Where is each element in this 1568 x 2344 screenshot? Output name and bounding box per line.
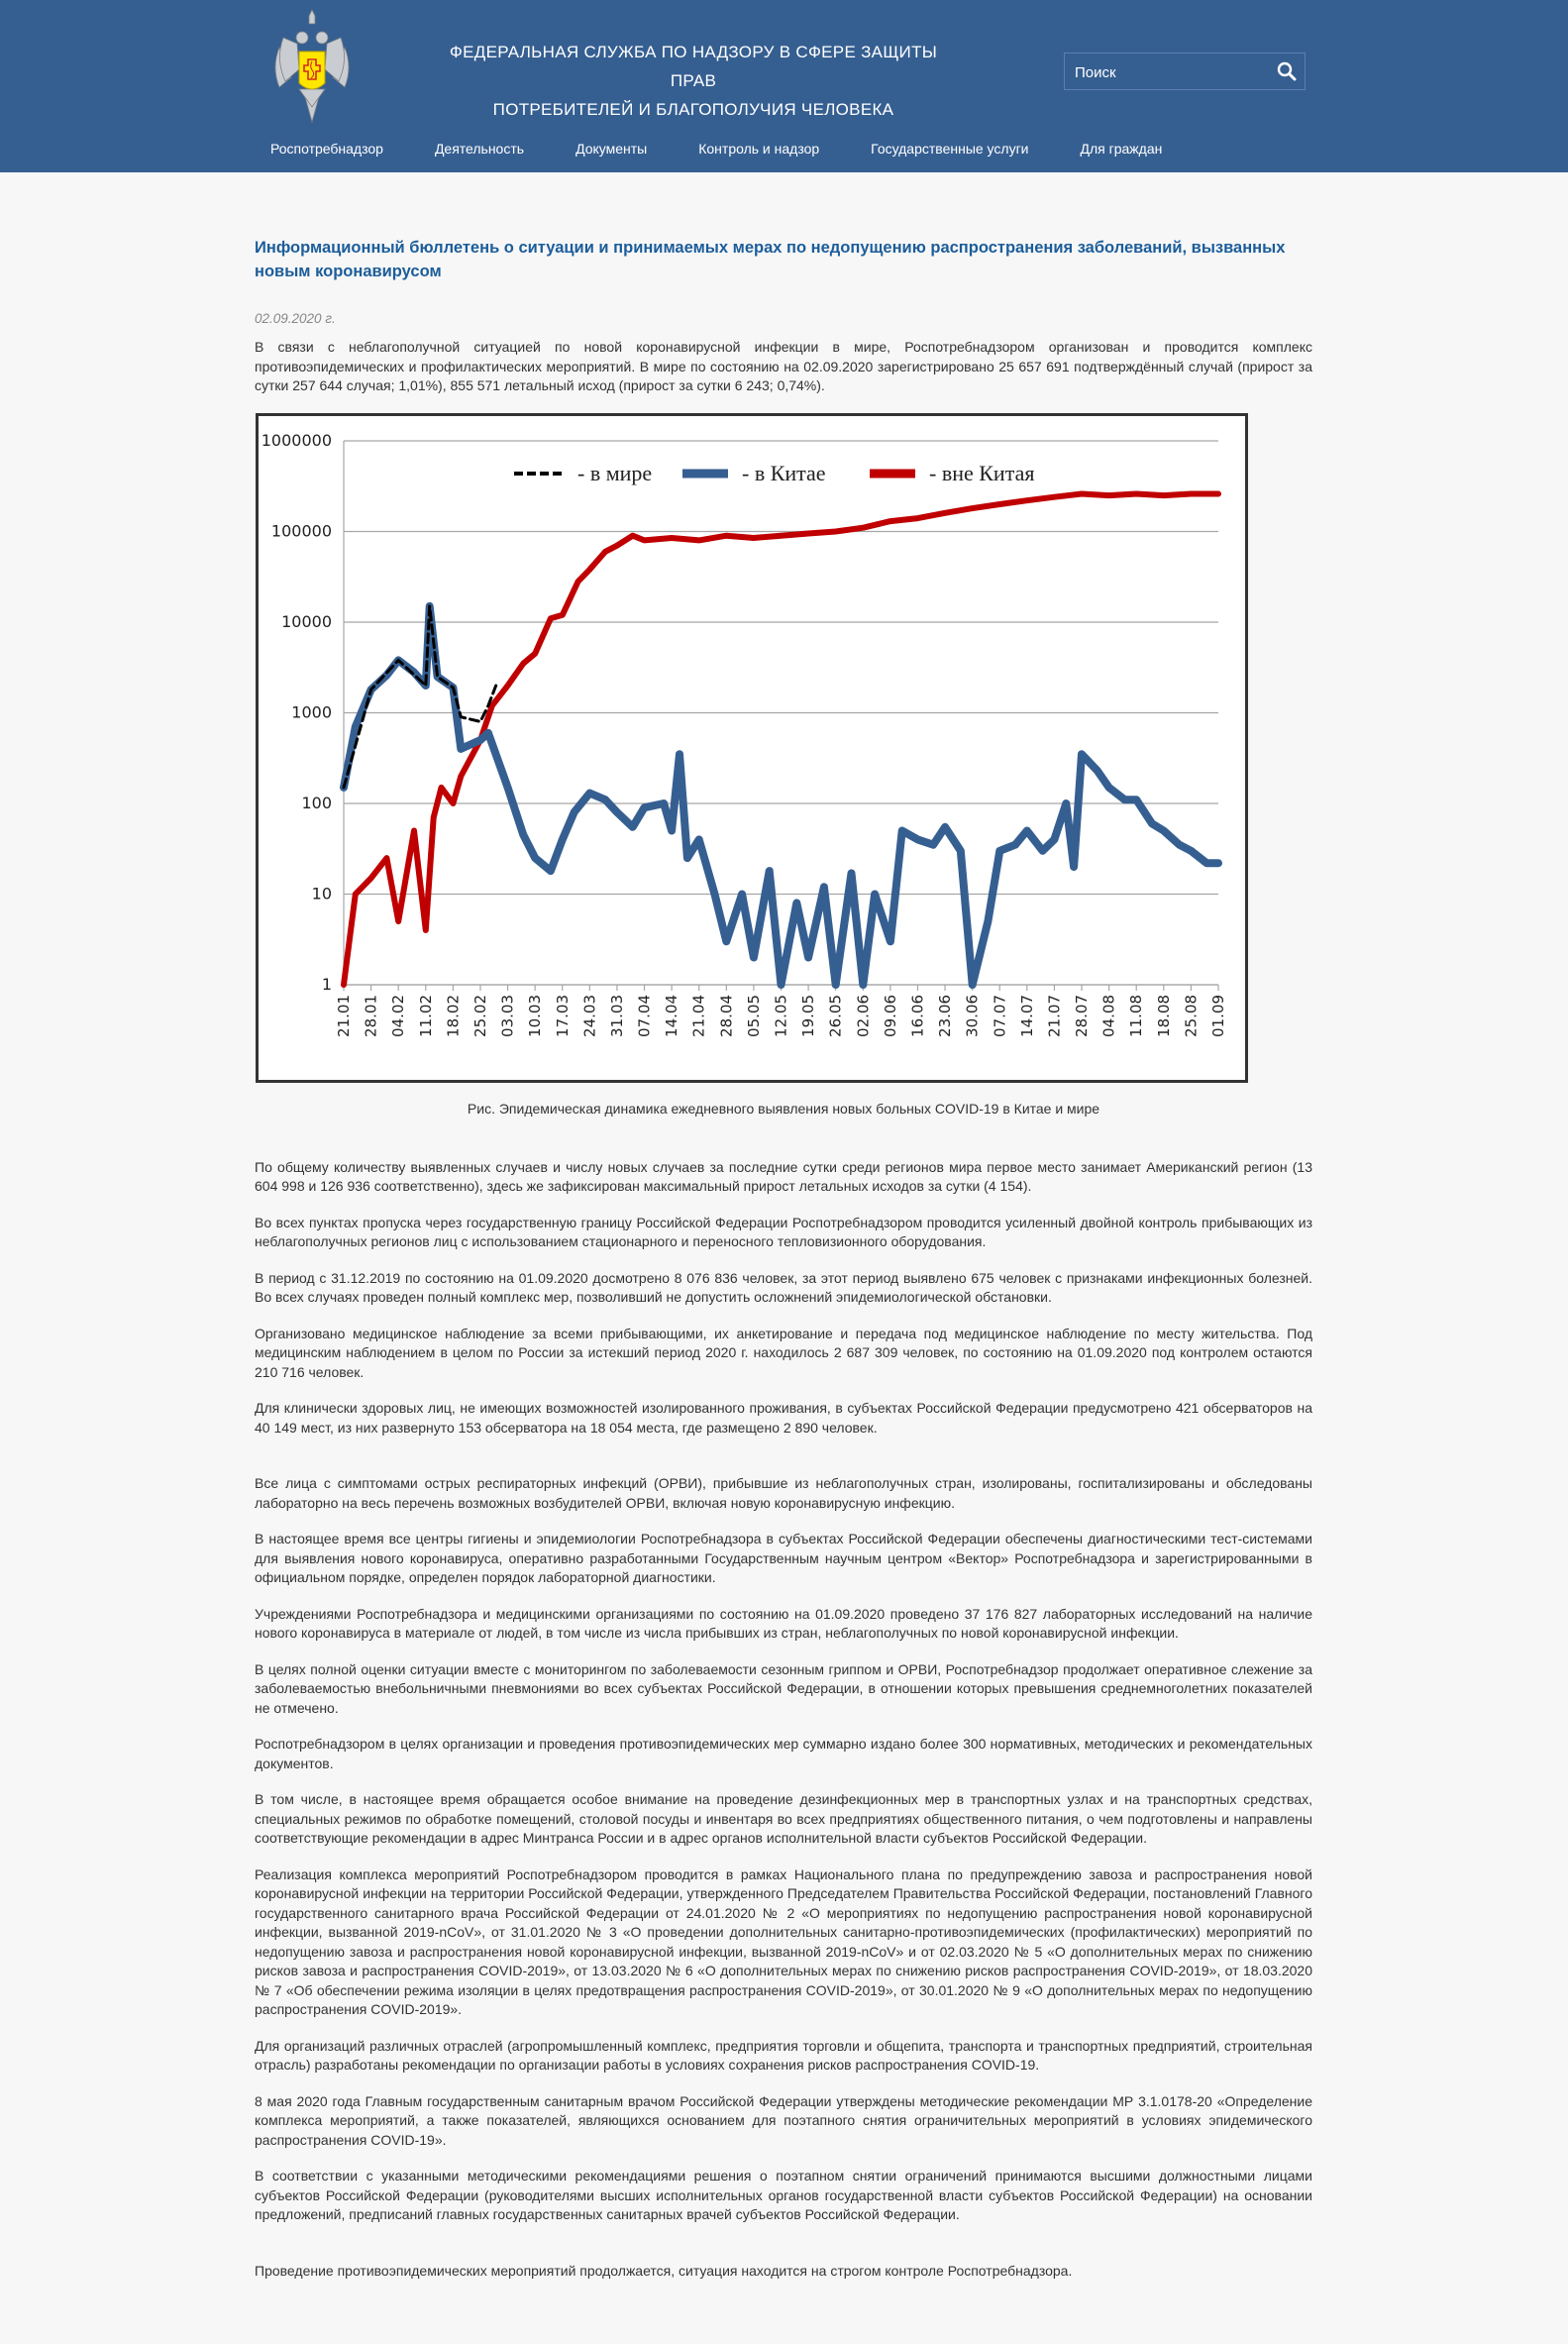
y-tick-label: 100	[301, 793, 332, 812]
x-tick-label: 17.03	[553, 994, 572, 1037]
x-tick-label: 25.02	[470, 994, 489, 1037]
search-input[interactable]	[1065, 53, 1275, 91]
nav-item-control[interactable]: Контроль и надзор	[698, 141, 820, 157]
x-tick-label: 31.03	[607, 994, 626, 1037]
body-paragraph: Для организаций различных отраслей (агропромышленный комплекс, предприятия торговли и общепита, транспорта и транспортных предприятий, строительная отрасль) разработаны рекомендации по организации работы в условиях сохранения рисков распространения COVID-19.	[255, 2037, 1312, 2073]
x-tick-label: 25.08	[1182, 994, 1201, 1037]
body-paragraph: Для клинически здоровых лиц, не имеющих возможностей изолированного проживания, в субъектах Российской Федерации предусмотрено 421 обсерваторов на 40 149 мест, из них развернуто 153 обсерватора на 18 054 места, где размещено 2 890 человек.	[255, 1400, 1312, 1436]
org-title-line-2: ПОТРЕБИТЕЛЕЙ И БЛАГОПОЛУЧИЯ ЧЕЛОВЕКА	[492, 100, 894, 119]
closing-paragraph: Проведение противоэпидемических мероприятий продолжается, ситуация находится на строгом контроле Роспотребнадзора.	[255, 2262, 1073, 2279]
x-tick-label: 07.04	[635, 994, 654, 1037]
y-tick-label: 1000	[291, 702, 332, 721]
x-tick-label: 02.06	[854, 994, 873, 1037]
search-box	[1064, 53, 1306, 90]
intro-paragraph: В связи с неблагополучной ситуацией по новой коронавирусной инфекции в мире, Роспотребнадзором организован и проводится комплекс противоэпидемических и профилактических мероприятий. В мире по состоянию на 02.09.2020 зарегистрировано 25 657 691 подтверждённый случай (прирост за сутки 257 644 случая; 1,01%), 855 571 летальный исход (прирост за сутки 6 243; 0,74%).	[255, 339, 1312, 393]
y-tick-label: 10	[311, 884, 332, 903]
body-paragraph: В том числе, в настоящее время обращается особое внимание на проведение дезинфекционных мер в транспортных узлах и на транспортных средствах, специальных режимов по обработке помещений, столовой посуды и инвентаря во всех предприятиях общественного питания, о чем подготовлены и направлены соответствующие рекомендации в адрес Минтранса России и в адрес органов исполнительной власти субъектов Российской Федерации.	[255, 1791, 1312, 1846]
x-tick-label: 21.01	[335, 994, 353, 1037]
main-nav	[270, 141, 1213, 157]
epidemic-chart	[259, 416, 1245, 1080]
x-tick-label: 23.06	[936, 994, 955, 1037]
y-tick-label: 10000	[281, 611, 332, 631]
x-tick-label: 10.03	[526, 994, 545, 1037]
series-line-china	[344, 605, 1218, 984]
figure-caption: Рис. Эпидемическая динамика ежедневного выявления новых больных COVID-19 в Китае и мире	[467, 1100, 1100, 1117]
body-paragraph: По общему количеству выявленных случаев и числу новых случаев за последние сутки среди регионов мира первое место занимает Американский регион (13 604 998 и 126 936 соответственно), здесь же зафиксирован максимальный прирост летальных исходов за сутки (4 154).	[255, 1158, 1312, 1194]
x-tick-label: 21.04	[689, 994, 708, 1037]
x-tick-label: 21.07	[1045, 994, 1064, 1037]
organization-title	[436, 38, 951, 124]
article	[255, 236, 1312, 2297]
x-tick-label: 04.02	[389, 994, 408, 1037]
x-tick-label: 24.03	[580, 994, 599, 1037]
body-paragraph: Во всех пунктах пропуска через государственную границу Российской Федерации Роспотребнадзором проводится усиленный двойной контроль прибывающих из неблагополучных регионов лиц с использованием стационарного и переносного тепловизионного оборудования.	[255, 1214, 1312, 1249]
y-tick-label: 1000000	[261, 430, 332, 450]
body-paragraph: 8 мая 2020 года Главным государственным санитарным врачом Российской Федерации утверждены методические рекомендации МР 3.1.0178-20 «Определение комплекса мероприятий, а также показателей, являющихся основанием для поэтапного снятия ограничительных мероприятий в условиях эпидемического распространения COVID-19».	[255, 2092, 1312, 2148]
body-paragraph: Все лица с симптомами острых респираторных инфекций (ОРВИ), прибывшие из неблагополучных стран, изолированы, госпитализированы и обследованы лабораторно на весь перечень возможных возбудителей ОРВИ, включая новую коронавирусную инфекцию.	[255, 1475, 1312, 1511]
x-tick-label: 18.08	[1154, 994, 1173, 1037]
x-tick-label: 09.06	[881, 994, 899, 1037]
paragraphs-group-a	[255, 1158, 1312, 1438]
y-tick-label: 1	[321, 974, 332, 994]
search-icon[interactable]	[1277, 61, 1297, 81]
legend-label: - в Китае	[742, 460, 826, 485]
x-tick-label: 01.09	[1209, 994, 1227, 1037]
x-tick-label: 04.08	[1099, 994, 1118, 1037]
body-paragraph: Роспотребнадзором в целях организации и проведения противоэпидемических мер суммарно издано более 300 нормативных, методических и рекомендательных документов.	[255, 1736, 1312, 1771]
x-tick-label: 03.03	[498, 994, 517, 1037]
body-paragraph: В период с 31.12.2019 по состоянию на 01.09.2020 досмотрено 8 076 836 человек, за этот период выявлено 675 человек с признаками инфекционных болезней. Во всех случаях проведен полный комплекс мер, позволивший не допустить осложнений эпидемиологической обстановки.	[255, 1269, 1312, 1305]
x-tick-label: 12.05	[772, 994, 790, 1037]
coat-of-arms-logo[interactable]	[269, 8, 355, 127]
x-tick-label: 18.02	[444, 994, 463, 1037]
x-tick-label: 14.07	[1017, 994, 1036, 1037]
paragraphs-group-b	[255, 1474, 1312, 2225]
x-tick-label: 14.04	[663, 994, 681, 1037]
legend-label: - в мире	[577, 460, 653, 485]
legend-label: - вне Китая	[929, 460, 1035, 485]
nav-item-citizens[interactable]: Для граждан	[1080, 141, 1163, 157]
nav-item-rospotrebnadzor[interactable]: Роспотребнадзор	[270, 141, 383, 157]
x-tick-label: 19.05	[799, 994, 818, 1037]
body-paragraph: Организовано медицинское наблюдение за всеми прибывающими, их анкетирование и передача под медицинское наблюдение по месту жительства. Под медицинским наблюдением в целом по России за истекший период 2020 г. находилось 2 687 309 человек, по состоянию на 01.09.2020 под контролем остаются 210 716 человек.	[255, 1325, 1312, 1380]
x-tick-label: 30.06	[963, 994, 982, 1037]
x-tick-label: 28.07	[1073, 994, 1092, 1037]
x-tick-label: 11.02	[416, 994, 435, 1037]
body-paragraph: В соответствии с указанными методическими рекомендациями решения о поэтапном снятии ограничений принимаются высшими должностными лицами субъектов Российской Федерации (руководителями высших исполнительных органов государственной власти субъектов Российской Федерации) на основании предложений, предписаний главных государственных санитарных врачей субъектов Российской Федерации.	[255, 2168, 1312, 2222]
x-tick-label: 05.05	[744, 994, 763, 1037]
org-title-line-1: ФЕДЕРАЛЬНАЯ СЛУЖБА ПО НАДЗОРУ В СФЕРЕ ЗАЩИТЫ ПРАВ	[449, 43, 938, 90]
article-date: 02.09.2020 г.	[255, 311, 336, 326]
x-tick-label: 28.01	[362, 994, 380, 1037]
body-paragraph: Реализация комплекса мероприятий Роспотребнадзором проводится в рамках Национального плана по предупреждению завоза и распространения новой коронавирусной инфекции на территории Российской Федерации, утвержденного Председателем Правительства Российской Федерации, постановлений Главного государственного санитарного врача Российской Федерации от 24.01.2020 № 2 «О мероприятиях по недопущению распространения новой коронавирусной инфекции, вызванной 2019-nCoV», от 31.01.2020 № 3 «О проведении дополнительных санитарно-противоэпидемических (профилактических) мероприятий по недопущению завоза и распространения новой коронавирусной инфекции, вызванной 2019-nCoV» и от 02.03.2020 № 5 «О дополнительных мерах по снижению рисков завоза и распространения COVID-2019», от 13.03.2020 № 6 «О дополнительных мерах по снижению рисков распространения COVID-2019», от 18.03.2020 № 7 «Об обеспечении режима изоляции в целях предотвращения распространения COVID-2019», от 30.01.2020 № 9 «О дополнительных мерах по недопущению распространения COVID-2019».	[255, 1865, 1312, 2017]
x-tick-label: 07.07	[991, 994, 1009, 1037]
body-paragraph: Учреждениями Роспотребнадзора и медицинскими организациями по состоянию на 01.09.2020 проведено 37 176 827 лабораторных исследований на наличие нового коронавируса в материале от людей, в том числе из числа прибывших из стран, неблагополучных по новой коронавирусной инфекции.	[255, 1605, 1312, 1641]
y-tick-label: 100000	[270, 521, 332, 540]
site-header	[0, 0, 1568, 172]
x-tick-label: 11.08	[1127, 994, 1146, 1037]
nav-item-documents[interactable]: Документы	[575, 141, 648, 157]
x-tick-label: 16.06	[908, 994, 927, 1037]
body-paragraph: В настоящее время все центры гигиены и эпидемиологии Роспотребнадзора в субъектах Российской Федерации обеспечены диагностическими тест-системами для выявления нового коронавируса, оперативно разработанными Государственным научным центром «Вектор» Роспотребнадзора и зарегистрированными в официальном порядке, определен порядок лабораторной диагностики.	[255, 1531, 1312, 1585]
chart-figure	[256, 413, 1248, 1083]
x-tick-label: 26.05	[826, 994, 845, 1037]
body-paragraph: В целях полной оценки ситуации вместе с мониторингом по заболеваемости сезонным гриппом и ОРВИ, Роспотребнадзор продолжает оперативное слежение за заболеваемостью внебольничными пневмониями во всех субъектах Российской Федерации, в отношении которых превышения среднемноголетних показателей не отмечено.	[255, 1660, 1312, 1716]
article-title: Информационный бюллетень о ситуации и принимаемых мерах по недопущению распространения заболеваний, вызванных новым коронавирусом	[255, 239, 1286, 280]
nav-item-services[interactable]: Государственные услуги	[871, 141, 1029, 157]
nav-item-activity[interactable]: Деятельность	[434, 141, 525, 157]
x-tick-label: 28.04	[717, 994, 736, 1037]
